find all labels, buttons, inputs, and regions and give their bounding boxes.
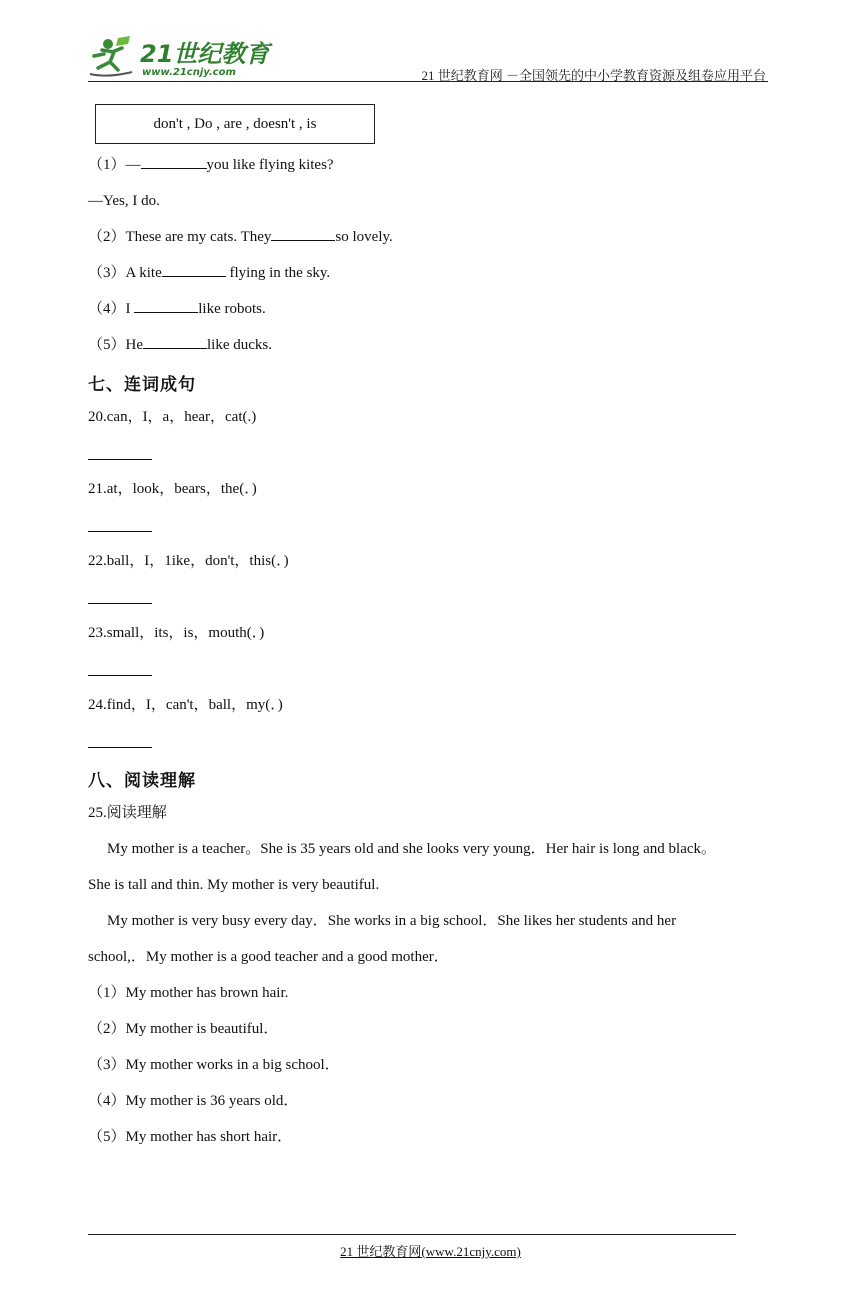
answer-blank[interactable] [134, 300, 198, 313]
sentence-item-22: 22.ball，I，1ike，don't，this(．) [88, 553, 289, 569]
word-bank-box: don't , Do , are , doesn't , is [95, 104, 375, 144]
svg-text:www.21cnjy.com: www.21cnjy.com [142, 67, 236, 78]
answer-line[interactable] [88, 531, 152, 532]
answer-line[interactable] [88, 603, 152, 604]
sentence-item-24: 24.find，I，can't，ball，my(．) [88, 697, 283, 713]
passage-line: My mother is very busy every day．She works in a big school．She likes her students and her [107, 913, 677, 929]
judgement-statement-2: （2）My mother is beautiful． [88, 1021, 279, 1037]
question-25-label: 25.阅读理解 [88, 805, 167, 821]
judgement-statement-4: （4）My mother is 36 years old． [88, 1093, 299, 1109]
answer-blank[interactable] [141, 156, 207, 169]
answer-blank[interactable] [162, 264, 226, 277]
svg-text:21世纪教育: 21世纪教育 [140, 40, 270, 68]
answer-line[interactable] [88, 747, 152, 748]
answer-line[interactable] [88, 675, 152, 676]
judgement-statement-5: （5）My mother has short hair． [88, 1129, 293, 1145]
site-logo [88, 32, 273, 80]
footer-link[interactable]: 21 世纪教育网(www.21cnjy.com) [340, 1244, 521, 1259]
answer-line[interactable] [88, 459, 152, 460]
sentence-item-20: 20.can，I，a，hear，cat(.) [88, 409, 257, 425]
sentence-item-21: 21.at，look，bears，the(．) [88, 481, 257, 497]
judgement-statement-3: （3）My mother works in a big school． [88, 1057, 340, 1073]
sentence-item-23: 23.small，its，is，mouth(．) [88, 625, 265, 641]
passage-line: She is tall and thin. My mother is very beautiful. [88, 877, 380, 893]
answer-yes-line: —Yes, I do. [88, 193, 160, 209]
blank-question-1: （1）— you like flying kites? [88, 157, 334, 173]
blank-question-2: （2）These are my cats. They so lovely. [88, 229, 393, 245]
passage-line: My mother is a teacher。She is 35 years old and she looks very young．Her hair is long and black。 [107, 841, 717, 857]
answer-blank[interactable] [271, 228, 335, 241]
footer-divider [88, 1234, 736, 1235]
page-header [88, 32, 768, 84]
header-divider [88, 81, 768, 82]
judgement-statement-1: （1）My mother has brown hair. [88, 985, 289, 1001]
passage-line: school,．My mother is a good teacher and a good mother． [88, 949, 449, 965]
platform-title: 21 世纪教育网 －全国领先的中小学教育资源及组卷应用平台 [421, 68, 766, 83]
blank-question-3: （3）A kite flying in the sky. [88, 265, 331, 281]
section-7-title: 七、连词成句 [88, 375, 196, 395]
blank-question-5: （5）He like ducks. [88, 337, 272, 353]
blank-question-4: （4）I like robots. [88, 301, 266, 317]
section-8-title: 八、阅读理解 [88, 771, 196, 791]
answer-blank[interactable] [143, 336, 207, 349]
